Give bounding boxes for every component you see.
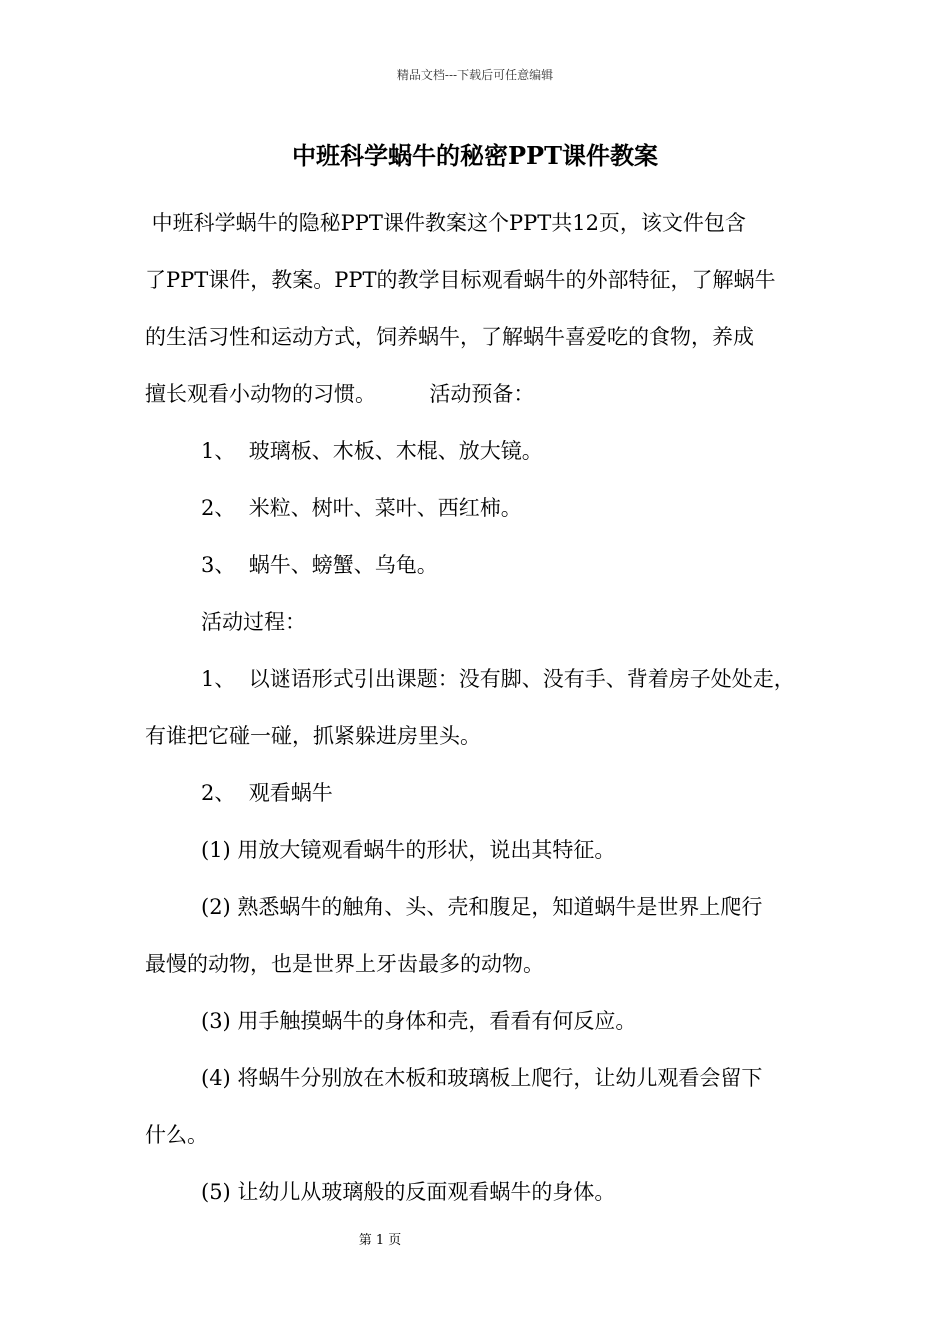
list-item: 2、 米粒、树叶、菜叶、西红柿。 [201,496,522,520]
list-item: (1) 用放大镜观看蜗牛的形状，说出其特征。 [201,838,616,862]
list-item: 1、 玻璃板、木板、木棍、放大镜。 [201,439,543,463]
paragraph-line: 擅长观看小动物的习惯。 活动预备： [145,382,535,406]
page-header: 精品文档---下载后可任意编辑 [396,68,554,82]
list-item: 3、 蜗牛、螃蟹、乌龟。 [201,553,438,577]
paragraph-line: 的生活习性和运动方式，饲养蜗牛，了解蜗牛喜爱吃的食物，养成 [145,325,754,349]
paragraph-line: 了PPT课件，教案。PPT的教学目标观看蜗牛的外部特征，了解蜗牛 [145,268,776,292]
list-item: (2) 熟悉蜗牛的触角、头、壳和腹足，知道蜗牛是世界上爬行 [201,895,763,919]
list-item: 1、 以谜语形式引出课题：没有脚、没有手、背着房子处处走， [201,667,795,691]
paragraph-line: 最慢的动物，也是世界上牙齿最多的动物。 [145,952,544,976]
paragraph-line: 什么。 [145,1123,208,1147]
document-body [145,195,815,1221]
list-item: 2、 观看蜗牛 [201,781,333,805]
paragraph-line: 中班科学蜗牛的隐秘PPT课件教案这个PPT共12页，该文件包含 [145,211,746,235]
list-item: (5) 让幼儿从玻璃般的反面观看蜗牛的身体。 [201,1180,616,1204]
paragraph-line: 有谁把它碰一碰，抓紧躲进房里头。 [145,724,481,748]
page-number: 第 1 页 [358,1233,402,1248]
list-item: (4) 将蜗牛分别放在木板和玻璃板上爬行，让幼儿观看会留下 [201,1066,763,1090]
list-item: (3) 用手触摸蜗牛的身体和壳，看看有何反应。 [201,1009,637,1033]
document-title: 中班科学蜗牛的秘密PPT课件教案 [292,141,658,170]
section-heading: 活动过程： [201,610,306,634]
